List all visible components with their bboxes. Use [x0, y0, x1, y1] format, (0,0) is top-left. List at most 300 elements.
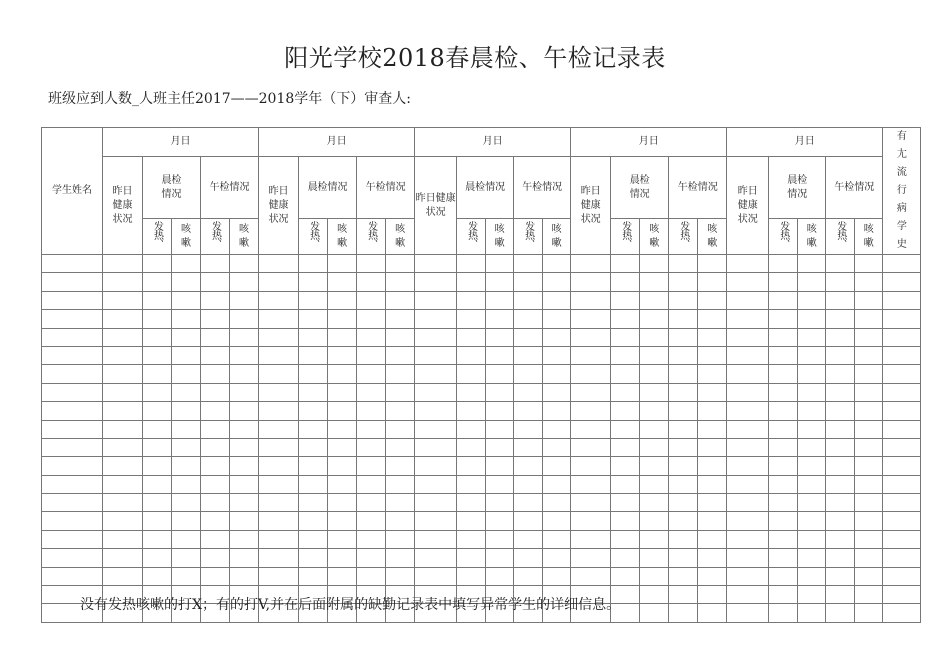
blank-cell[interactable] [640, 310, 669, 328]
blank-cell[interactable] [259, 494, 299, 512]
blank-cell[interactable] [103, 512, 143, 530]
blank-cell[interactable] [486, 457, 514, 475]
blank-cell[interactable] [172, 549, 201, 567]
blank-cell[interactable] [328, 438, 357, 456]
blank-cell[interactable] [669, 567, 698, 585]
blank-cell[interactable] [328, 310, 357, 328]
blank-cell[interactable] [457, 438, 486, 456]
blank-cell[interactable] [727, 310, 769, 328]
blank-cell[interactable] [669, 586, 698, 604]
blank-cell[interactable] [103, 549, 143, 567]
blank-cell[interactable] [543, 402, 571, 420]
blank-cell[interactable] [571, 291, 611, 309]
blank-cell[interactable] [386, 567, 415, 585]
blank-cell[interactable] [103, 475, 143, 493]
blank-cell[interactable] [143, 310, 172, 328]
blank-cell[interactable] [328, 549, 357, 567]
blank-cell[interactable] [698, 457, 727, 475]
blank-cell[interactable] [42, 365, 103, 383]
blank-cell[interactable] [172, 512, 201, 530]
blank-cell[interactable] [415, 457, 457, 475]
blank-cell[interactable] [640, 291, 669, 309]
blank-cell[interactable] [357, 402, 386, 420]
blank-cell[interactable] [42, 567, 103, 585]
blank-cell[interactable] [415, 512, 457, 530]
blank-cell[interactable] [798, 273, 826, 291]
blank-cell[interactable] [514, 420, 543, 438]
blank-cell[interactable] [669, 457, 698, 475]
blank-cell[interactable] [640, 549, 669, 567]
blank-cell[interactable] [514, 291, 543, 309]
blank-cell[interactable] [357, 457, 386, 475]
blank-cell[interactable] [571, 402, 611, 420]
blank-cell[interactable] [42, 310, 103, 328]
blank-cell[interactable] [143, 291, 172, 309]
blank-cell[interactable] [798, 310, 826, 328]
blank-cell[interactable] [415, 438, 457, 456]
blank-cell[interactable] [172, 494, 201, 512]
blank-cell[interactable] [727, 549, 769, 567]
blank-cell[interactable] [883, 383, 921, 401]
blank-cell[interactable] [357, 438, 386, 456]
blank-cell[interactable] [172, 530, 201, 548]
blank-cell[interactable] [769, 475, 798, 493]
blank-cell[interactable] [259, 402, 299, 420]
blank-cell[interactable] [826, 567, 855, 585]
blank-cell[interactable] [103, 328, 143, 346]
blank-cell[interactable] [357, 549, 386, 567]
blank-cell[interactable] [698, 512, 727, 530]
blank-cell[interactable] [230, 420, 259, 438]
blank-cell[interactable] [357, 512, 386, 530]
blank-cell[interactable] [883, 549, 921, 567]
blank-cell[interactable] [457, 475, 486, 493]
blank-cell[interactable] [611, 494, 640, 512]
blank-cell[interactable] [386, 494, 415, 512]
blank-cell[interactable] [769, 273, 798, 291]
blank-cell[interactable] [514, 346, 543, 364]
blank-cell[interactable] [386, 420, 415, 438]
blank-cell[interactable] [798, 383, 826, 401]
blank-cell[interactable] [328, 512, 357, 530]
blank-cell[interactable] [640, 604, 669, 622]
blank-cell[interactable] [259, 438, 299, 456]
blank-cell[interactable] [143, 549, 172, 567]
blank-cell[interactable] [640, 255, 669, 273]
blank-cell[interactable] [172, 457, 201, 475]
blank-cell[interactable] [698, 291, 727, 309]
blank-cell[interactable] [571, 438, 611, 456]
blank-cell[interactable] [172, 255, 201, 273]
blank-cell[interactable] [727, 291, 769, 309]
blank-cell[interactable] [386, 512, 415, 530]
blank-cell[interactable] [769, 586, 798, 604]
blank-cell[interactable] [798, 402, 826, 420]
blank-cell[interactable] [855, 402, 883, 420]
blank-cell[interactable] [103, 402, 143, 420]
blank-cell[interactable] [669, 273, 698, 291]
blank-cell[interactable] [826, 512, 855, 530]
blank-cell[interactable] [457, 346, 486, 364]
blank-cell[interactable] [259, 291, 299, 309]
blank-cell[interactable] [769, 383, 798, 401]
blank-cell[interactable] [669, 383, 698, 401]
blank-cell[interactable] [486, 420, 514, 438]
blank-cell[interactable] [826, 273, 855, 291]
blank-cell[interactable] [514, 273, 543, 291]
blank-cell[interactable] [514, 383, 543, 401]
blank-cell[interactable] [259, 549, 299, 567]
blank-cell[interactable] [640, 586, 669, 604]
blank-cell[interactable] [172, 567, 201, 585]
blank-cell[interactable] [299, 420, 328, 438]
blank-cell[interactable] [514, 549, 543, 567]
blank-cell[interactable] [611, 457, 640, 475]
blank-cell[interactable] [855, 273, 883, 291]
blank-cell[interactable] [543, 567, 571, 585]
blank-cell[interactable] [855, 567, 883, 585]
blank-cell[interactable] [328, 567, 357, 585]
blank-cell[interactable] [172, 383, 201, 401]
blank-cell[interactable] [143, 420, 172, 438]
blank-cell[interactable] [543, 255, 571, 273]
blank-cell[interactable] [259, 420, 299, 438]
blank-cell[interactable] [328, 365, 357, 383]
blank-cell[interactable] [798, 328, 826, 346]
blank-cell[interactable] [172, 291, 201, 309]
blank-cell[interactable] [855, 291, 883, 309]
blank-cell[interactable] [611, 310, 640, 328]
blank-cell[interactable] [328, 383, 357, 401]
blank-cell[interactable] [798, 438, 826, 456]
blank-cell[interactable] [103, 383, 143, 401]
blank-cell[interactable] [855, 438, 883, 456]
blank-cell[interactable] [230, 310, 259, 328]
blank-cell[interactable] [543, 346, 571, 364]
blank-cell[interactable] [328, 494, 357, 512]
blank-cell[interactable] [698, 549, 727, 567]
blank-cell[interactable] [669, 420, 698, 438]
blank-cell[interactable] [669, 438, 698, 456]
blank-cell[interactable] [42, 255, 103, 273]
blank-cell[interactable] [826, 383, 855, 401]
blank-cell[interactable] [669, 291, 698, 309]
blank-cell[interactable] [457, 494, 486, 512]
blank-cell[interactable] [727, 255, 769, 273]
blank-cell[interactable] [826, 475, 855, 493]
blank-cell[interactable] [415, 346, 457, 364]
blank-cell[interactable] [457, 273, 486, 291]
blank-cell[interactable] [640, 346, 669, 364]
blank-cell[interactable] [798, 475, 826, 493]
blank-cell[interactable] [328, 273, 357, 291]
blank-cell[interactable] [172, 420, 201, 438]
blank-cell[interactable] [486, 402, 514, 420]
blank-cell[interactable] [103, 457, 143, 475]
blank-cell[interactable] [640, 273, 669, 291]
blank-cell[interactable] [457, 310, 486, 328]
blank-cell[interactable] [826, 402, 855, 420]
blank-cell[interactable] [611, 273, 640, 291]
blank-cell[interactable] [798, 604, 826, 622]
blank-cell[interactable] [769, 402, 798, 420]
blank-cell[interactable] [486, 438, 514, 456]
blank-cell[interactable] [143, 530, 172, 548]
blank-cell[interactable] [357, 255, 386, 273]
blank-cell[interactable] [826, 328, 855, 346]
blank-cell[interactable] [669, 494, 698, 512]
blank-cell[interactable] [42, 457, 103, 475]
blank-cell[interactable] [299, 475, 328, 493]
blank-cell[interactable] [727, 383, 769, 401]
blank-cell[interactable] [826, 291, 855, 309]
blank-cell[interactable] [357, 273, 386, 291]
blank-cell[interactable] [543, 494, 571, 512]
blank-cell[interactable] [457, 255, 486, 273]
blank-cell[interactable] [769, 512, 798, 530]
blank-cell[interactable] [855, 457, 883, 475]
blank-cell[interactable] [514, 457, 543, 475]
blank-cell[interactable] [457, 402, 486, 420]
blank-cell[interactable] [611, 402, 640, 420]
blank-cell[interactable] [486, 273, 514, 291]
blank-cell[interactable] [143, 383, 172, 401]
blank-cell[interactable] [103, 255, 143, 273]
blank-cell[interactable] [486, 365, 514, 383]
blank-cell[interactable] [669, 604, 698, 622]
blank-cell[interactable] [172, 365, 201, 383]
blank-cell[interactable] [172, 475, 201, 493]
blank-cell[interactable] [611, 475, 640, 493]
blank-cell[interactable] [543, 549, 571, 567]
blank-cell[interactable] [543, 512, 571, 530]
blank-cell[interactable] [543, 457, 571, 475]
blank-cell[interactable] [259, 457, 299, 475]
blank-cell[interactable] [299, 402, 328, 420]
blank-cell[interactable] [42, 273, 103, 291]
blank-cell[interactable] [855, 346, 883, 364]
blank-cell[interactable] [698, 604, 727, 622]
blank-cell[interactable] [571, 494, 611, 512]
blank-cell[interactable] [201, 530, 230, 548]
blank-cell[interactable] [299, 346, 328, 364]
blank-cell[interactable] [357, 328, 386, 346]
blank-cell[interactable] [103, 494, 143, 512]
blank-cell[interactable] [640, 365, 669, 383]
blank-cell[interactable] [611, 291, 640, 309]
blank-cell[interactable] [457, 365, 486, 383]
blank-cell[interactable] [855, 549, 883, 567]
blank-cell[interactable] [769, 530, 798, 548]
blank-cell[interactable] [611, 255, 640, 273]
blank-cell[interactable] [299, 530, 328, 548]
blank-cell[interactable] [230, 291, 259, 309]
blank-cell[interactable] [727, 530, 769, 548]
blank-cell[interactable] [798, 420, 826, 438]
blank-cell[interactable] [230, 255, 259, 273]
blank-cell[interactable] [299, 328, 328, 346]
blank-cell[interactable] [42, 494, 103, 512]
blank-cell[interactable] [727, 328, 769, 346]
blank-cell[interactable] [798, 291, 826, 309]
blank-cell[interactable] [328, 402, 357, 420]
blank-cell[interactable] [514, 567, 543, 585]
blank-cell[interactable] [798, 549, 826, 567]
blank-cell[interactable] [826, 586, 855, 604]
blank-cell[interactable] [769, 328, 798, 346]
blank-cell[interactable] [486, 291, 514, 309]
blank-cell[interactable] [299, 438, 328, 456]
blank-cell[interactable] [328, 457, 357, 475]
blank-cell[interactable] [698, 255, 727, 273]
blank-cell[interactable] [386, 365, 415, 383]
blank-cell[interactable] [855, 586, 883, 604]
blank-cell[interactable] [640, 328, 669, 346]
blank-cell[interactable] [855, 255, 883, 273]
blank-cell[interactable] [457, 457, 486, 475]
blank-cell[interactable] [514, 438, 543, 456]
blank-cell[interactable] [259, 475, 299, 493]
blank-cell[interactable] [42, 530, 103, 548]
blank-cell[interactable] [855, 604, 883, 622]
blank-cell[interactable] [855, 365, 883, 383]
blank-cell[interactable] [883, 365, 921, 383]
blank-cell[interactable] [42, 383, 103, 401]
blank-cell[interactable] [727, 494, 769, 512]
blank-cell[interactable] [386, 273, 415, 291]
blank-cell[interactable] [669, 346, 698, 364]
blank-cell[interactable] [230, 365, 259, 383]
blank-cell[interactable] [727, 420, 769, 438]
blank-cell[interactable] [571, 420, 611, 438]
blank-cell[interactable] [514, 365, 543, 383]
blank-cell[interactable] [698, 346, 727, 364]
blank-cell[interactable] [357, 291, 386, 309]
blank-cell[interactable] [103, 420, 143, 438]
blank-cell[interactable] [201, 365, 230, 383]
blank-cell[interactable] [769, 346, 798, 364]
blank-cell[interactable] [883, 567, 921, 585]
blank-cell[interactable] [42, 402, 103, 420]
blank-cell[interactable] [201, 457, 230, 475]
blank-cell[interactable] [883, 475, 921, 493]
blank-cell[interactable] [571, 383, 611, 401]
blank-cell[interactable] [386, 549, 415, 567]
blank-cell[interactable] [357, 365, 386, 383]
blank-cell[interactable] [640, 475, 669, 493]
blank-cell[interactable] [698, 475, 727, 493]
blank-cell[interactable] [769, 604, 798, 622]
blank-cell[interactable] [571, 549, 611, 567]
blank-cell[interactable] [103, 310, 143, 328]
blank-cell[interactable] [103, 273, 143, 291]
blank-cell[interactable] [172, 438, 201, 456]
blank-cell[interactable] [457, 420, 486, 438]
blank-cell[interactable] [299, 273, 328, 291]
blank-cell[interactable] [640, 383, 669, 401]
blank-cell[interactable] [571, 457, 611, 475]
blank-cell[interactable] [826, 255, 855, 273]
blank-cell[interactable] [230, 475, 259, 493]
blank-cell[interactable] [42, 549, 103, 567]
blank-cell[interactable] [798, 494, 826, 512]
blank-cell[interactable] [143, 402, 172, 420]
blank-cell[interactable] [727, 402, 769, 420]
blank-cell[interactable] [457, 291, 486, 309]
blank-cell[interactable] [571, 475, 611, 493]
blank-cell[interactable] [386, 291, 415, 309]
blank-cell[interactable] [143, 255, 172, 273]
blank-cell[interactable] [328, 291, 357, 309]
blank-cell[interactable] [386, 475, 415, 493]
blank-cell[interactable] [769, 549, 798, 567]
blank-cell[interactable] [103, 346, 143, 364]
blank-cell[interactable] [514, 530, 543, 548]
blank-cell[interactable] [299, 494, 328, 512]
blank-cell[interactable] [727, 586, 769, 604]
blank-cell[interactable] [883, 291, 921, 309]
blank-cell[interactable] [698, 567, 727, 585]
blank-cell[interactable] [826, 346, 855, 364]
blank-cell[interactable] [259, 567, 299, 585]
blank-cell[interactable] [486, 383, 514, 401]
blank-cell[interactable] [571, 346, 611, 364]
blank-cell[interactable] [640, 512, 669, 530]
blank-cell[interactable] [486, 494, 514, 512]
blank-cell[interactable] [769, 291, 798, 309]
blank-cell[interactable] [543, 310, 571, 328]
blank-cell[interactable] [855, 530, 883, 548]
blank-cell[interactable] [543, 420, 571, 438]
blank-cell[interactable] [230, 494, 259, 512]
blank-cell[interactable] [798, 530, 826, 548]
blank-cell[interactable] [826, 438, 855, 456]
blank-cell[interactable] [798, 567, 826, 585]
blank-cell[interactable] [611, 328, 640, 346]
blank-cell[interactable] [486, 255, 514, 273]
blank-cell[interactable] [883, 420, 921, 438]
blank-cell[interactable] [415, 475, 457, 493]
blank-cell[interactable] [571, 530, 611, 548]
blank-cell[interactable] [42, 346, 103, 364]
blank-cell[interactable] [571, 512, 611, 530]
blank-cell[interactable] [611, 420, 640, 438]
blank-cell[interactable] [230, 549, 259, 567]
blank-cell[interactable] [640, 457, 669, 475]
blank-cell[interactable] [386, 328, 415, 346]
blank-cell[interactable] [640, 530, 669, 548]
blank-cell[interactable] [357, 494, 386, 512]
blank-cell[interactable] [514, 402, 543, 420]
blank-cell[interactable] [798, 457, 826, 475]
blank-cell[interactable] [669, 530, 698, 548]
blank-cell[interactable] [415, 402, 457, 420]
blank-cell[interactable] [669, 365, 698, 383]
blank-cell[interactable] [230, 512, 259, 530]
blank-cell[interactable] [669, 475, 698, 493]
blank-cell[interactable] [201, 567, 230, 585]
blank-cell[interactable] [201, 475, 230, 493]
blank-cell[interactable] [230, 457, 259, 475]
blank-cell[interactable] [669, 255, 698, 273]
blank-cell[interactable] [883, 346, 921, 364]
blank-cell[interactable] [259, 365, 299, 383]
blank-cell[interactable] [457, 567, 486, 585]
blank-cell[interactable] [201, 549, 230, 567]
blank-cell[interactable] [669, 328, 698, 346]
blank-cell[interactable] [201, 328, 230, 346]
blank-cell[interactable] [201, 438, 230, 456]
